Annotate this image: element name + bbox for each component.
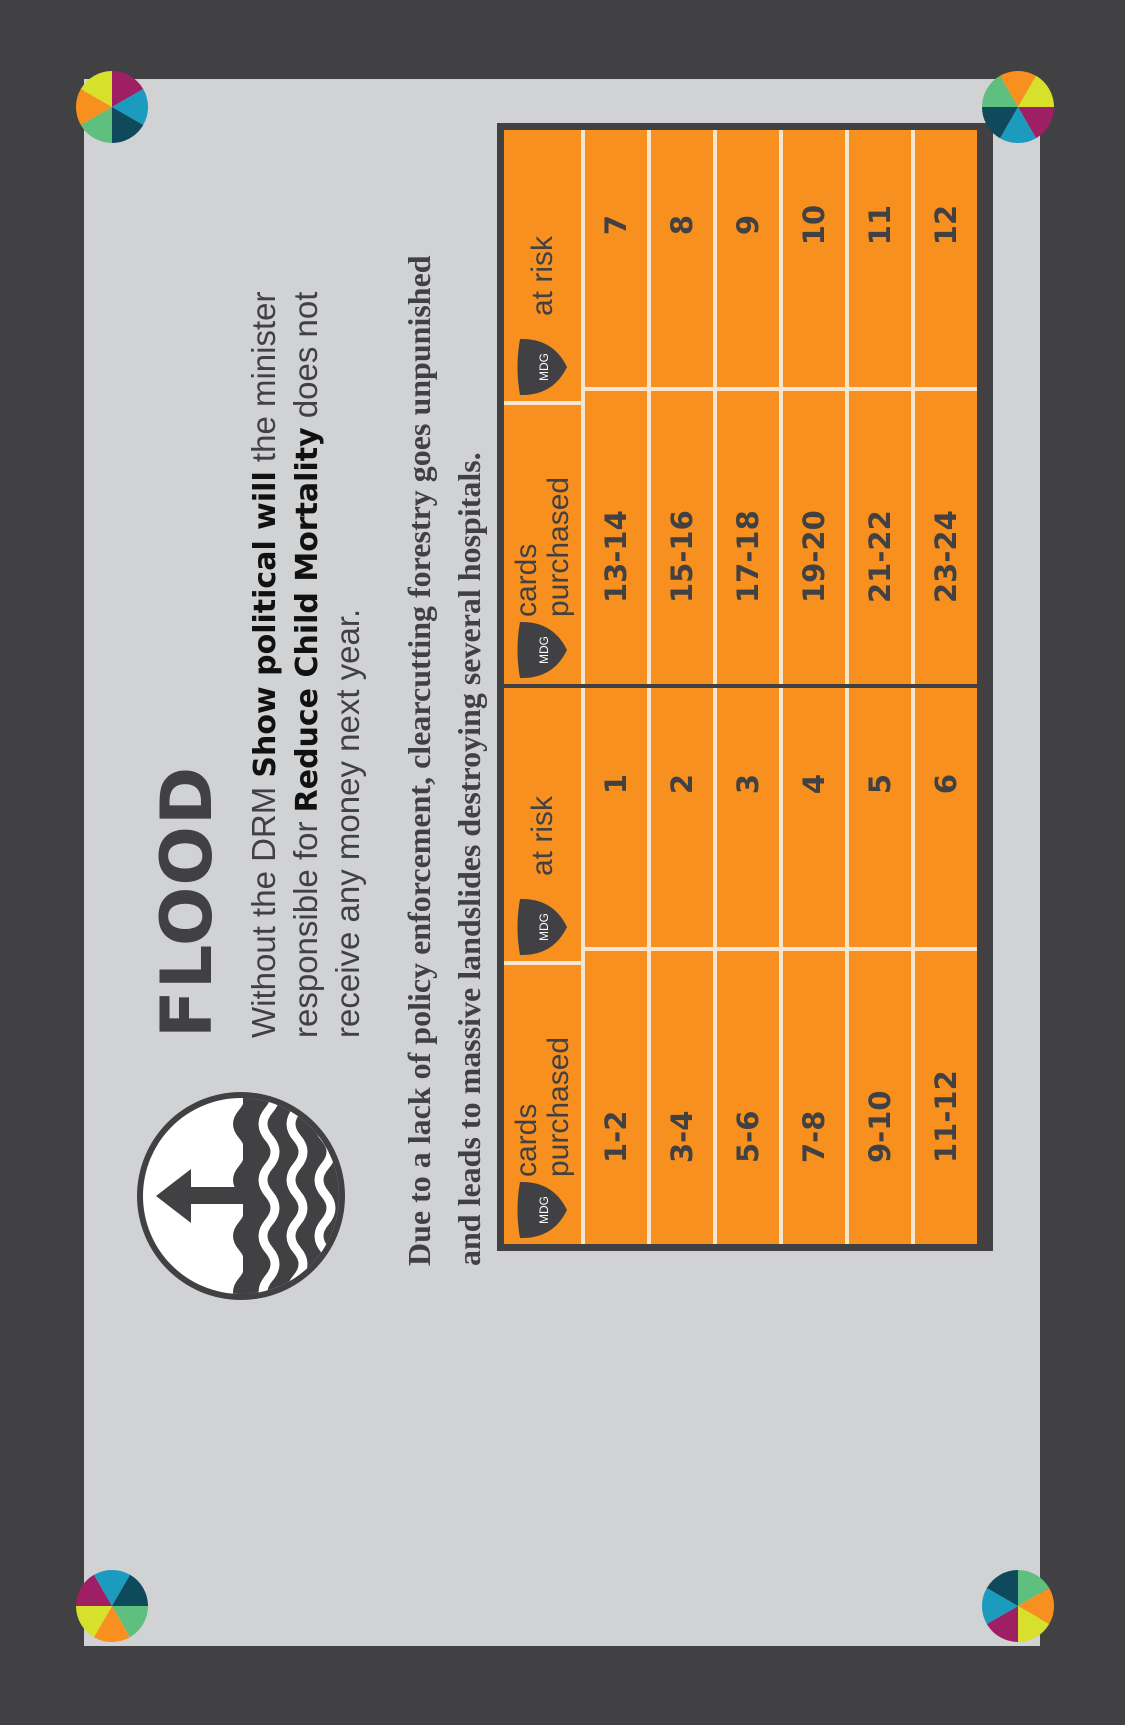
risk-table — [497, 123, 993, 1251]
flood-icon — [131, 1086, 351, 1306]
cards-value: 21-22 — [863, 510, 897, 603]
table-header-row — [504, 688, 581, 1244]
cards-value: 11-12 — [929, 1070, 963, 1163]
mdg-shield-icon — [504, 894, 581, 965]
cards-value: 13-14 — [599, 510, 633, 603]
header-at-risk: at risk — [525, 795, 559, 876]
table-row — [581, 688, 647, 1244]
table-row — [845, 130, 911, 684]
table-row — [713, 130, 779, 684]
table-row — [647, 688, 713, 1244]
mdg-shield-icon — [504, 617, 581, 684]
table-row — [581, 130, 647, 684]
card-title: FLOOD — [146, 765, 228, 1038]
risk-table-right — [504, 130, 986, 684]
cards-value: 9-10 — [863, 1090, 897, 1163]
table-row — [779, 688, 845, 1244]
risk-table-left — [504, 688, 986, 1244]
risk-value: 7 — [599, 214, 633, 236]
mdg-badge-label: MDG — [536, 913, 551, 942]
cards-value: 19-20 — [797, 510, 831, 603]
risk-value: 10 — [797, 204, 831, 246]
intro-bold-action: Show political will — [248, 471, 283, 778]
risk-value: 11 — [863, 204, 897, 246]
card-story: Due to a lack of policy enforcement, clearcutting forestry goes unpunished and leads to massive landslides destroying several hospitals. — [401, 255, 487, 1266]
intro-bold-goal: Reduce Child Mortality — [290, 427, 325, 813]
risk-value: 4 — [797, 773, 831, 795]
cards-value: 7-8 — [797, 1110, 831, 1163]
mdg-badge-label: MDG — [536, 636, 551, 665]
mdg-flower-icon — [74, 69, 150, 145]
card-intro — [244, 178, 368, 1038]
table-row — [911, 130, 977, 684]
table-row — [779, 130, 845, 684]
cards-value: 3-4 — [665, 1110, 699, 1163]
risk-value: 1 — [599, 773, 633, 795]
mdg-badge-label: MDG — [536, 353, 551, 382]
event-card — [84, 79, 1040, 1646]
card-content — [84, 79, 1040, 1646]
risk-value: 5 — [863, 773, 897, 795]
mdg-badge-label: MDG — [536, 1196, 551, 1225]
risk-value: 8 — [665, 214, 699, 236]
mdg-flower-icon — [980, 69, 1056, 145]
mdg-shield-icon — [504, 1177, 581, 1244]
mdg-flower-icon — [980, 1568, 1056, 1644]
mdg-shield-icon — [504, 334, 581, 405]
header-cards-purchased: cards purchased — [509, 476, 575, 617]
table-row — [845, 688, 911, 1244]
risk-value: 6 — [929, 773, 963, 795]
risk-value: 9 — [731, 214, 765, 236]
risk-value: 12 — [929, 204, 963, 246]
cards-value: 5-6 — [731, 1110, 765, 1163]
header-cards-purchased: cards purchased — [509, 1036, 575, 1177]
intro-text-2: the minister responsible for — [245, 291, 324, 1038]
table-row — [911, 688, 977, 1244]
intro-text-3: does not receive any money next year. — [287, 291, 366, 1038]
cards-value: 1-2 — [599, 1110, 633, 1163]
table-row — [647, 130, 713, 684]
intro-text-1: Without the DRM — [245, 777, 282, 1038]
cards-value: 17-18 — [731, 510, 765, 603]
mdg-flower-icon — [74, 1568, 150, 1644]
cards-value: 23-24 — [929, 510, 963, 603]
table-row — [713, 688, 779, 1244]
header-at-risk: at risk — [525, 235, 559, 316]
risk-value: 3 — [731, 773, 765, 795]
risk-value: 2 — [665, 773, 699, 795]
table-header-row — [504, 130, 581, 684]
cards-value: 15-16 — [665, 510, 699, 603]
